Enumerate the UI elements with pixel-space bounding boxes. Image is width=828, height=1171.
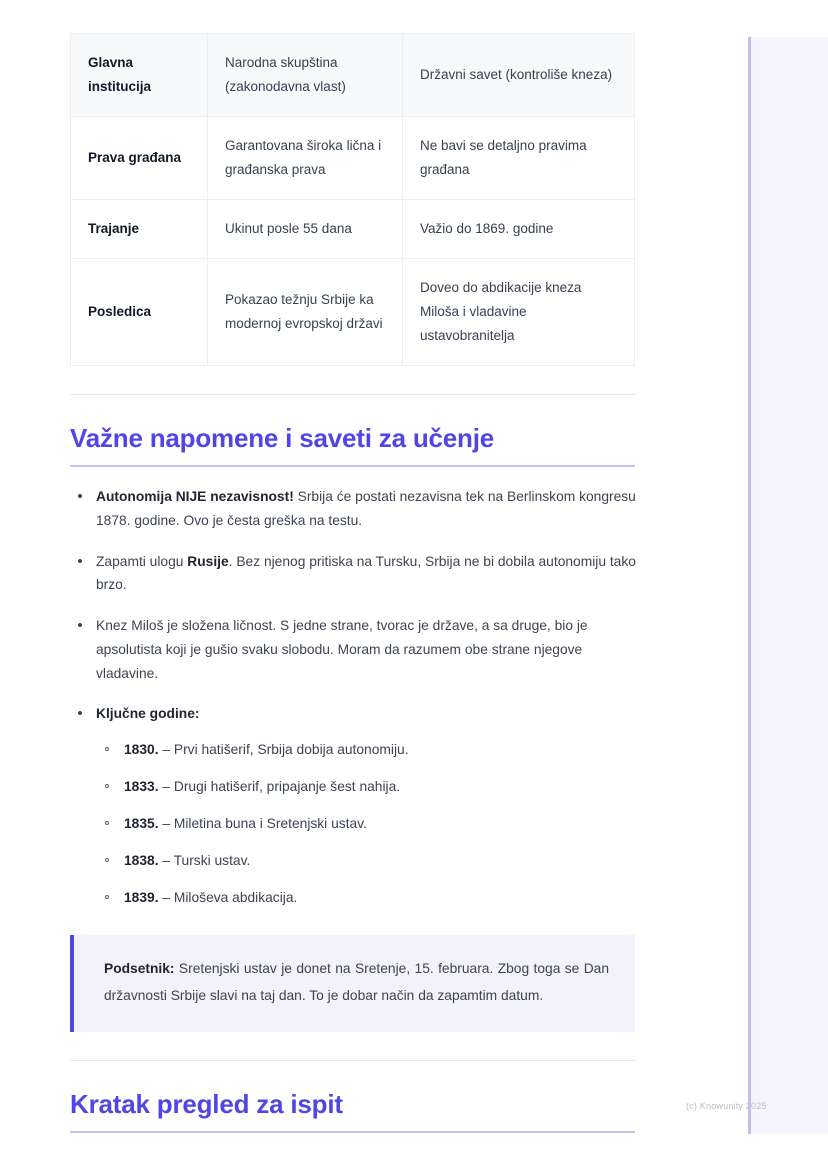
page-title: Kratak pregled za ispit [70, 1089, 343, 1120]
note-lead: Rusije [187, 553, 229, 569]
table-cell-col1: Narodna skupština (zakonodavna vlast) [208, 34, 403, 117]
notes-list [70, 485, 636, 909]
list-item [70, 702, 636, 909]
table-row-label: Posledica [71, 259, 208, 366]
year-label: 1835. [124, 816, 159, 832]
list-item [70, 614, 636, 685]
year-label: 1839. [124, 890, 159, 906]
table-cell-col1: Garantovana široka lična i građanska prava [208, 117, 403, 200]
note-prefix: Zapamti ulogu [96, 553, 188, 569]
table-row-label: Trajanje [71, 200, 208, 259]
table-row [71, 200, 635, 259]
section-divider [70, 394, 635, 395]
callout-text [104, 956, 609, 1010]
list-item [96, 776, 636, 798]
note-body: Srbija će postati nezavisna tek na Berlinskom kongresu 1878. godine. Ovo je česta greška na testu. [96, 489, 636, 529]
list-item [96, 739, 636, 761]
note-body: . Bez njenog pritiska na Tursku, Srbija ne bi dobila autonomiju tako brzo. [96, 553, 636, 593]
year-description: – Prvi hatišerif, Srbija dobija autonomiju. [158, 742, 409, 758]
year-description: – Turski ustav. [158, 853, 251, 869]
section-study-notes [70, 423, 636, 1032]
comparison-table [70, 33, 635, 366]
year-description: – Miletina buna i Sretenjski ustav. [158, 816, 367, 832]
list-item [96, 813, 636, 835]
note-body: Knez Miloš je složena ličnost. S jedne strane, tvorac je države, a sa druge, bio je apsolutista koji je gušio svaku slobodu. Moram da razumem obe strane njegove vladavine. [96, 618, 588, 681]
table-cell-col2: Državni savet (kontroliše kneza) [403, 34, 635, 117]
table-row [71, 259, 635, 366]
table-cell-col2: Ne bavi se detaljno pravima građana [403, 117, 635, 200]
watermark: (c) Knowunity 2025 [686, 1101, 767, 1111]
reminder-callout [70, 935, 635, 1032]
table-cell-col1: Ukinut posle 55 dana [208, 200, 403, 259]
year-label: 1830. [124, 742, 159, 758]
year-label: 1833. [124, 779, 159, 795]
table-row-label: Prava građana [71, 117, 208, 200]
table-cell-col2: Važio do 1869. godine [403, 200, 635, 259]
section-title-underline [70, 465, 635, 467]
list-item [96, 850, 636, 872]
table-row [71, 117, 635, 200]
table-row [71, 34, 635, 117]
list-item [96, 887, 636, 909]
year-description: – Drugi hatišerif, pripajanje šest nahija. [158, 779, 401, 795]
table-cell-col2: Doveo do abdikacije kneza Miloša i vladavine ustavobranitelja [403, 259, 635, 366]
note-lead: Ključne godine: [96, 706, 200, 722]
comparison-table-body [71, 34, 635, 366]
table-row-label: Glavna institucija [71, 34, 208, 117]
section-divider [70, 1060, 635, 1061]
key-years-list [96, 739, 636, 909]
year-description: – Miloševa abdikacija. [158, 890, 298, 906]
page-title: Važne napomene i saveti za učenje [70, 423, 495, 454]
callout-body: Sretenjski ustav je donet na Sretenje, 15. februara. Zbog toga se Dan državnosti Srbije slavi na taj dan. To je dobar način da zapamtim datum. [104, 961, 609, 1004]
list-item [70, 485, 636, 532]
table-cell-col1: Pokazao težnju Srbije ka modernoj evropskoj državi [208, 259, 403, 366]
right-side-rail [748, 37, 828, 1134]
list-item [70, 550, 636, 597]
section-title-underline [70, 1131, 635, 1133]
note-lead: Autonomija NIJE nezavisnost! [96, 489, 294, 505]
document-content [70, 0, 636, 1133]
callout-lead: Podsetnik: [104, 961, 175, 977]
year-label: 1838. [124, 853, 159, 869]
section-exam-overview [70, 1089, 636, 1133]
